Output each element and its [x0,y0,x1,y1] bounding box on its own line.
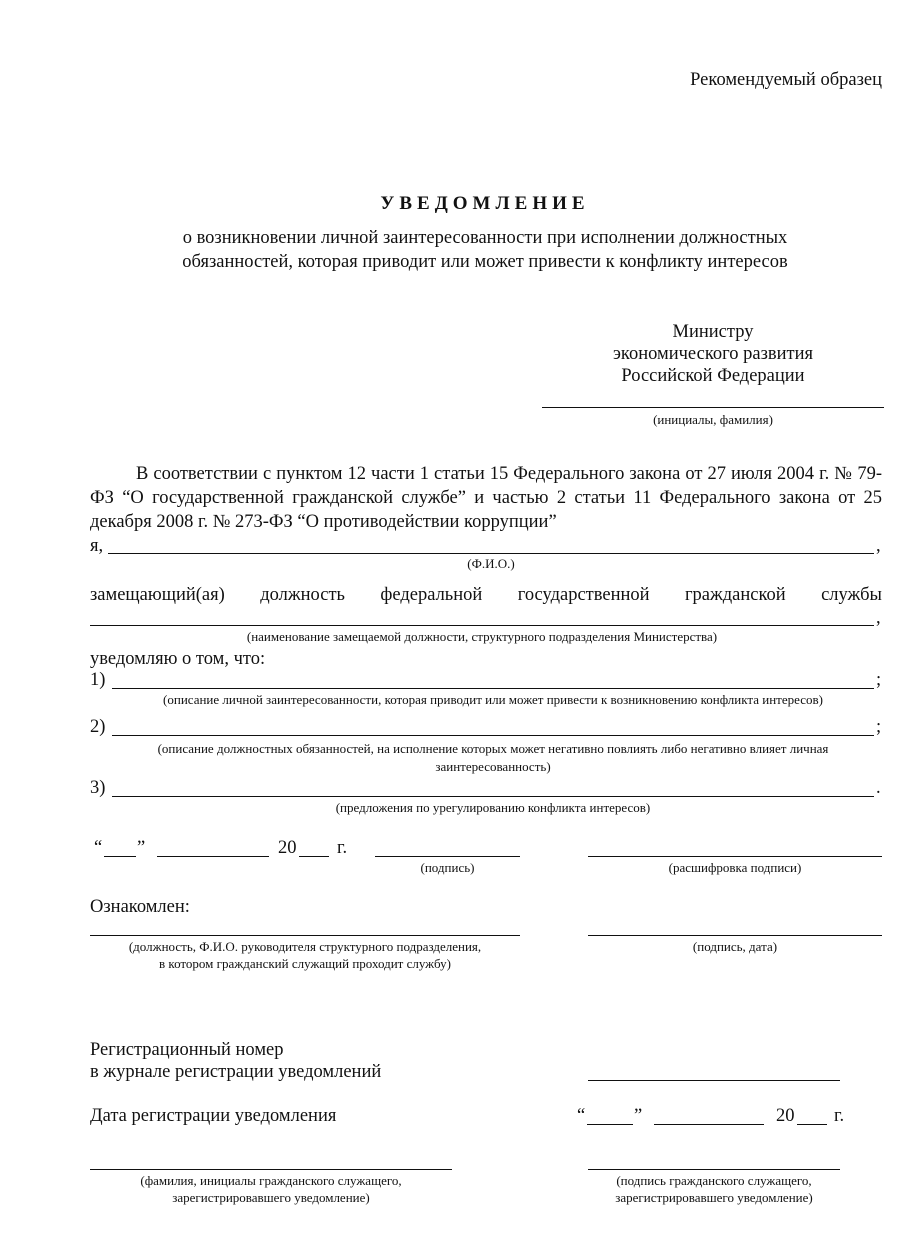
reg-year-suffix: г. [834,1106,845,1126]
position-hint: (наименование замещаемой должности, структурного подразделения Министерства) [246,629,718,644]
acknowledged-right-line[interactable] [588,935,882,936]
item-2-number: 2) [90,717,106,737]
signature-line[interactable] [375,856,520,857]
registrar-signature-hint2: зарегистрировавшего уведомление) [615,1190,813,1205]
position-line[interactable] [90,625,874,626]
item-2-end: ; [876,717,882,737]
item-3-end: . [876,778,881,798]
item-1-number: 1) [90,670,106,690]
position-word: государственной [517,585,650,605]
registration-number-label2: в журнале регистрации уведомлений [90,1062,382,1082]
position-comma: , [876,608,881,628]
addressee-line2: экономического развития [612,344,814,364]
ya-label: я, [90,536,104,556]
reg-month-line[interactable] [654,1124,764,1125]
registrar-signature-line[interactable] [588,1169,840,1170]
item-1-end: ; [876,670,882,690]
item-3-number: 3) [90,778,106,798]
reg-year-line[interactable] [797,1124,827,1125]
registrar-name-line[interactable] [90,1169,452,1170]
addressee-name-line[interactable] [542,407,884,408]
date-month-line[interactable] [157,856,269,857]
date-day-line[interactable] [104,856,136,857]
document-subtitle-line2: обязанностей, которая приводит или может привести к конфликту интересов [182,252,788,272]
acknowledged-left-hint1: (должность, Ф.И.О. руководителя структурного подразделения, [128,939,482,954]
position-word: федеральной [380,585,483,605]
notify-label: уведомляю о том, что: [90,649,266,669]
acknowledged-label: Ознакомлен: [90,897,190,917]
registrar-name-hint1: (фамилия, инициалы гражданского служащего, [140,1173,402,1188]
addressee-hint: (инициалы, фамилия) [653,412,773,427]
body-paragraph: В соответствии с пунктом 12 части 1 статьи 15 Федерального закона от 27 июля 2004 г. № 79-ФЗ “О государственной гражданской службе” и частью 2 статьи 11 Федерального закона от 25 декабря 2008 г. № 273-ФЗ “О противодействии коррупции” [90,464,882,532]
signature-decode-hint: (расшифровка подписи) [668,860,802,875]
registration-number-line[interactable] [588,1080,840,1081]
item-1-hint: (описание личной заинтересованности, которая приводит или может привести к возникновению конфликта интересов) [163,692,823,707]
signature-decode-line[interactable] [588,856,882,857]
document-subtitle-line1: о возникновении личной заинтересованности при исполнении должностных [182,228,788,248]
date-year-prefix: 20 [278,838,297,858]
date-year-line[interactable] [299,856,329,857]
addressee-line1: Министру [672,322,754,342]
reg-year-prefix: 20 [776,1106,795,1126]
position-word: замещающий(ая) [90,585,225,605]
item-3-line[interactable] [112,796,874,797]
position-word: должность [260,585,345,605]
registration-date-label: Дата регистрации уведомления [90,1106,337,1126]
fio-hint: (Ф.И.О.) [467,556,515,571]
date-quote-open: “ [94,838,103,858]
item-2-hint-cont: заинтересованность) [435,759,551,774]
position-row [90,585,882,606]
sample-label: Рекомендуемый образец [690,70,882,90]
acknowledged-left-hint2: в котором гражданский служащий проходит службу) [159,956,451,971]
acknowledged-right-hint: (подпись, дата) [692,939,778,954]
document-title: УВЕДОМЛЕНИЕ [380,193,590,214]
reg-quote-open: “ [577,1106,586,1126]
position-word: гражданской [684,585,786,605]
item-1-line[interactable] [112,688,874,689]
date-quote-close: ” [137,838,146,858]
reg-day-line[interactable] [587,1124,633,1125]
fio-comma: , [876,536,881,556]
reg-quote-close: ” [634,1106,643,1126]
position-word: службы [821,585,882,605]
registrar-name-hint2: зарегистрировавшего уведомление) [172,1190,370,1205]
date-year-suffix: г. [337,838,348,858]
item-2-hint: (описание должностных обязанностей, на исполнение которых может негативно повлиять либо негативно влияет личная [157,741,829,756]
addressee-line3: Российской Федерации [621,366,805,386]
registration-number-label1: Регистрационный номер [90,1040,284,1060]
item-2-line[interactable] [112,735,874,736]
fio-line[interactable] [108,553,874,554]
item-3-hint: (предложения по урегулированию конфликта интересов) [335,800,651,815]
signature-hint: (подпись) [420,860,475,875]
registrar-signature-hint1: (подпись гражданского служащего, [616,1173,812,1188]
acknowledged-left-line[interactable] [90,935,520,936]
